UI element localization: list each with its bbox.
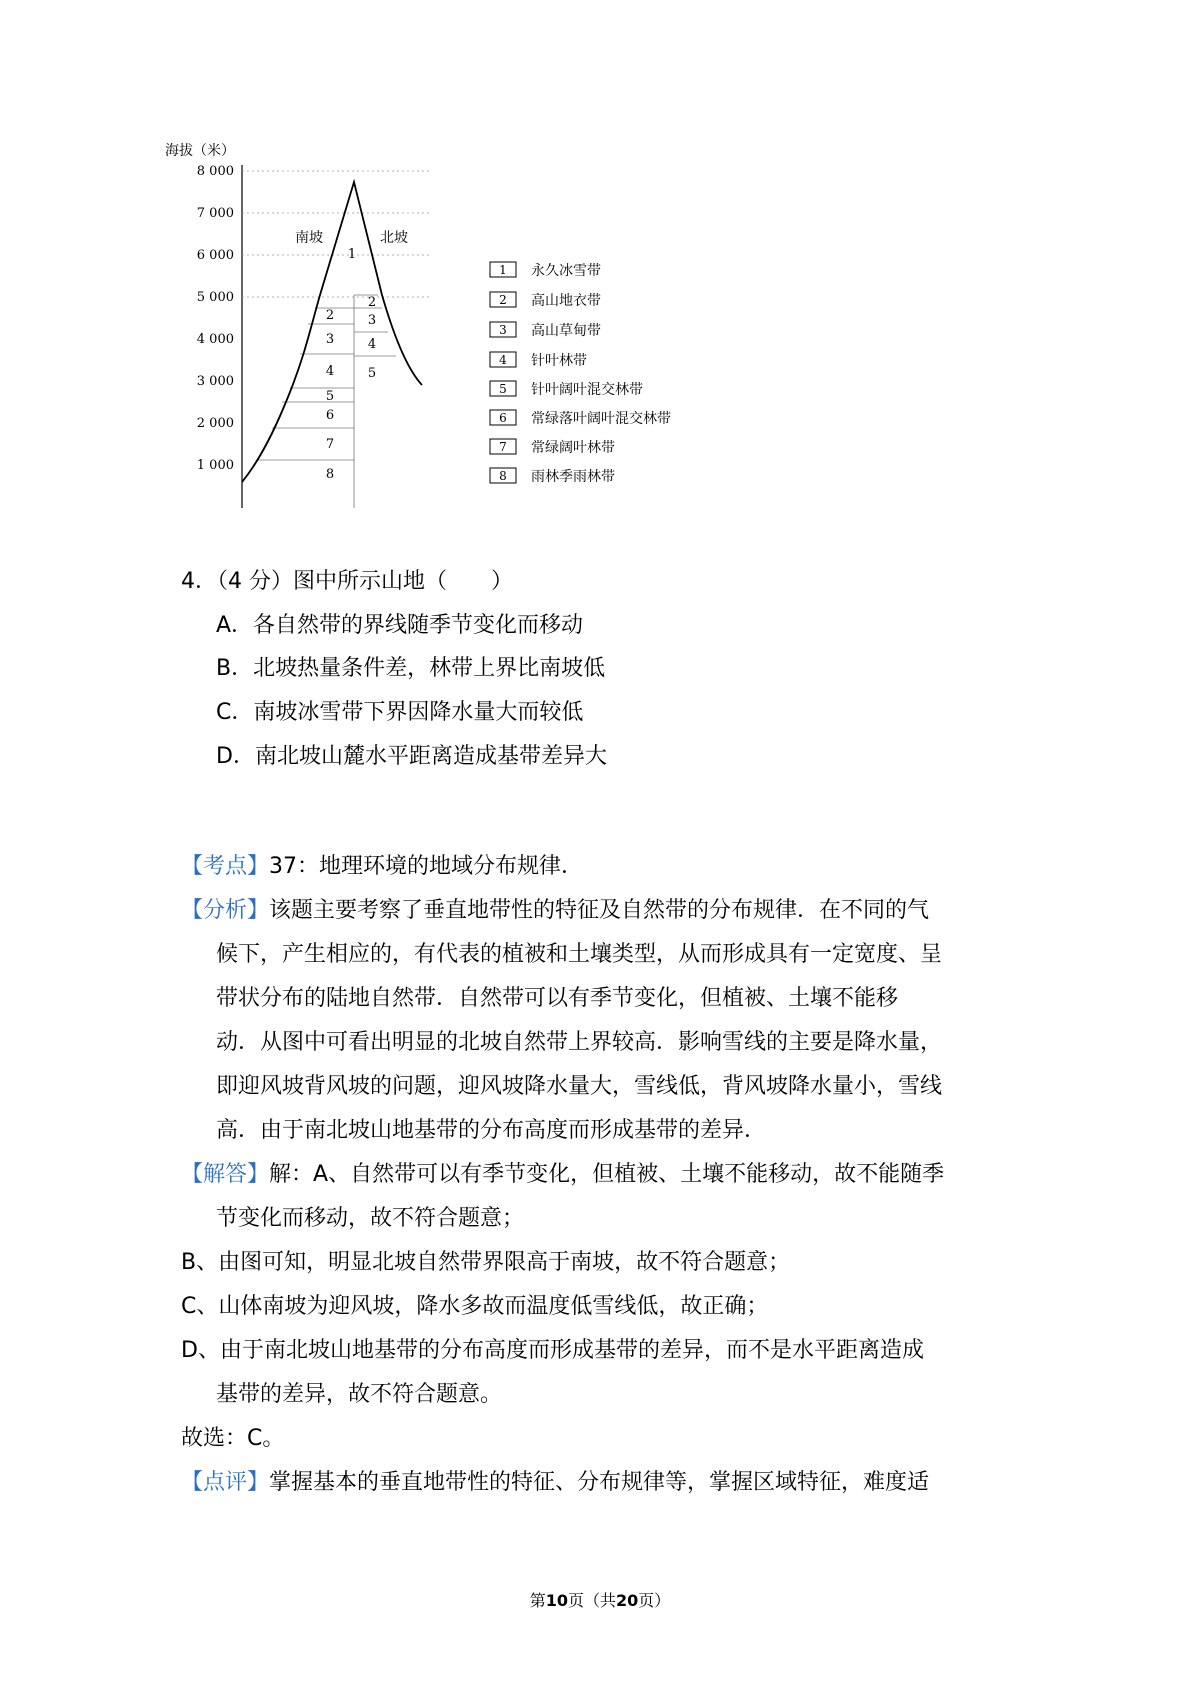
jieda-text: B、由图可知，明显北坡自然带界限高于南坡，故不符合题意； — [181, 1250, 791, 1275]
zone-number: 3 — [367, 313, 377, 328]
jieda-text: 节变化而移动，故不符合题意； — [216, 1206, 525, 1231]
zone-number: 7 — [325, 437, 335, 452]
answer-line: 故选：C。 — [181, 1426, 285, 1451]
legend-label: 高山地衣带 — [531, 293, 601, 309]
legend-label: 永久冰雪带 — [531, 263, 601, 279]
fenxi-text: 候下，产生相应的，有代表的植被和土壤类型，从而形成具有一定宽度、呈 — [216, 942, 943, 967]
zone-number: 2 — [325, 308, 335, 323]
north-slope-label: 北坡 — [380, 230, 408, 246]
legend-num: 2 — [499, 293, 507, 307]
footer-prefix: 第 — [529, 1591, 546, 1610]
y-tick-label: 4 000 — [196, 332, 234, 347]
fenxi-text: 动．从图中可看出明显的北坡自然带上界较高．影响雪线的主要是降水量， — [216, 1030, 943, 1055]
fenxi-tag: 【分析】 — [181, 898, 270, 923]
jieda-text: D、由于南北坡山地基带的分布高度而形成基带的差异，而不是水平距离造成 — [181, 1338, 924, 1363]
footer-suffix: 页） — [638, 1591, 671, 1610]
legend-item — [490, 410, 671, 427]
y-tick-label: 2 000 — [196, 416, 234, 431]
kaodian-line — [181, 853, 583, 881]
legend-num: 4 — [499, 353, 507, 367]
south-slope-label: 南坡 — [295, 230, 323, 246]
legend-item — [490, 322, 601, 339]
north-zone-numbers — [368, 295, 376, 381]
y-tick-label: 3 000 — [196, 374, 234, 389]
y-tick-label: 8 000 — [196, 164, 234, 179]
jieda-line — [181, 1161, 944, 1189]
y-tick-labels — [197, 164, 234, 473]
page-number: 10 — [545, 1591, 568, 1610]
legend-item — [490, 381, 643, 398]
legend-label: 雨林季雨林带 — [531, 469, 615, 485]
legend-item — [490, 468, 615, 485]
legend-item — [490, 292, 601, 309]
legend-label: 常绿落叶阔叶混交林带 — [531, 411, 671, 427]
altitude-zone-diagram — [150, 130, 770, 560]
y-tick-label: 1 000 — [196, 458, 234, 473]
legend-num: 6 — [499, 411, 507, 425]
option-d: D．南北坡山麓水平距离造成基带差异大 — [216, 744, 607, 769]
fenxi-text: 即迎风坡背风坡的问题，迎风坡降水量大，雪线低，背风坡降水量小，雪线 — [216, 1074, 943, 1099]
fenxi-text: 带状分布的陆地自然带．自然带可以有季节变化，但植被、土壤不能移 — [216, 986, 899, 1011]
legend-num: 3 — [499, 323, 507, 337]
dianping-text: 掌握基本的垂直地带性的特征、分布规律等，掌握区域特征，难度适 — [269, 1470, 930, 1495]
jieda-text: 解：A、自然带可以有季节变化，但植被、土壤不能移动，故不能随季 — [269, 1162, 945, 1187]
page-footer — [0, 1588, 1200, 1611]
y-tick-label: 6 000 — [196, 248, 234, 263]
kaodian-text: 37：地理环境的地域分布规律． — [269, 854, 584, 879]
dianping-line — [181, 1469, 929, 1497]
zone-number: 4 — [325, 364, 335, 379]
question-stem: 4．（4 分）图中所示山地（ ） — [181, 569, 513, 594]
y-axis-label: 海拔（米） — [165, 143, 235, 159]
y-tick-label: 7 000 — [196, 206, 234, 221]
legend-label: 针叶林带 — [531, 353, 587, 369]
option-b: B．北坡热量条件差，林带上界比南坡低 — [216, 656, 606, 681]
zone-number: 1 — [347, 247, 357, 262]
dianping-tag: 【点评】 — [181, 1470, 270, 1495]
south-zone-numbers — [326, 247, 356, 482]
legend-num: 1 — [499, 263, 507, 277]
zone-number: 5 — [367, 366, 377, 381]
footer-middle: 页（共 — [567, 1591, 616, 1610]
zone-number: 2 — [367, 295, 377, 310]
fenxi-line — [181, 897, 929, 925]
fenxi-text: 该题主要考察了垂直地带性的特征及自然带的分布规律．在不同的气 — [269, 898, 930, 923]
zone-number: 5 — [325, 389, 335, 404]
zone-number: 8 — [325, 467, 335, 482]
y-tick-label: 5 000 — [196, 290, 234, 305]
legend — [490, 262, 671, 485]
legend-num: 5 — [499, 382, 507, 396]
legend-label: 高山草甸带 — [531, 323, 601, 339]
legend-num: 8 — [499, 469, 507, 483]
south-zone-lines — [258, 308, 354, 460]
legend-item — [490, 262, 601, 279]
legend-label: 针叶阔叶混交林带 — [531, 382, 643, 398]
option-c: C．南坡冰雪带下界因降水量大而较低 — [216, 700, 584, 725]
zone-number: 3 — [325, 332, 335, 347]
fenxi-text: 高．由于南北坡山地基带的分布高度而形成基带的差异． — [216, 1118, 767, 1143]
legend-num: 7 — [499, 440, 507, 454]
legend-item — [490, 439, 615, 456]
option-a: A．各自然带的界线随季节变化而移动 — [216, 613, 584, 638]
jieda-tag: 【解答】 — [181, 1162, 270, 1187]
legend-label: 常绿阔叶林带 — [531, 440, 615, 456]
total-pages: 20 — [616, 1591, 639, 1610]
legend-item — [490, 352, 587, 369]
zone-number: 4 — [367, 337, 377, 352]
zone-number: 6 — [325, 408, 335, 423]
jieda-text: C、山体南坡为迎风坡，降水多故而温度低雪线低，故正确； — [181, 1294, 769, 1319]
kaodian-tag: 【考点】 — [181, 854, 270, 879]
jieda-text: 基带的差异，故不符合题意。 — [216, 1382, 503, 1407]
